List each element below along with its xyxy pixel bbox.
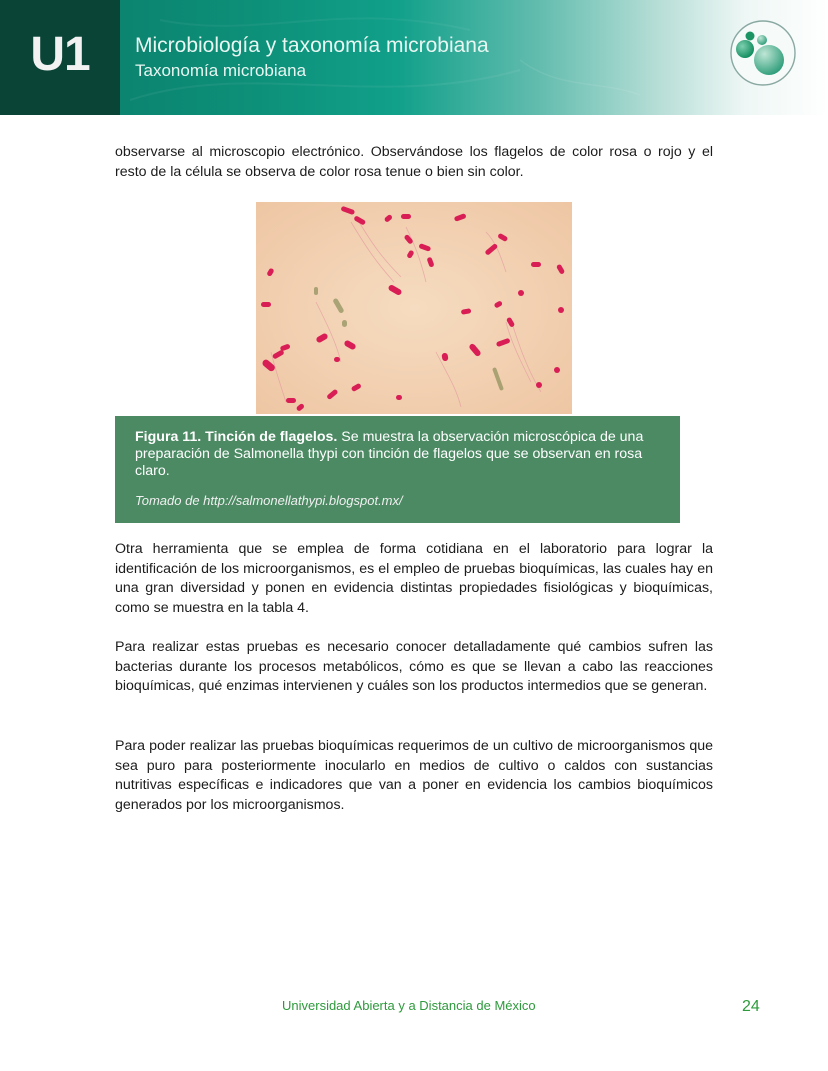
micrograph-image [256, 202, 572, 414]
figure-caption [115, 416, 680, 523]
paragraph-metabolic-processes: Para realizar estas pruebas es necesario conocer detalladamente qué cambios sufren las bacterias durante los procesos metabólicos, cómo es que se llevan a cabo las reacciones bioquímicas, qué enzimas intervienen y cuáles son los productos intermedios que se generan. [115, 639, 713, 695]
salmonella-micrograph [256, 202, 572, 414]
caption-description: Se muestra la observación microscópica de una preparación de Salmonella thypi con tinción de flagelos que se observan en rosa claro. [135, 429, 644, 479]
unit-badge [0, 0, 120, 115]
caption-title: Figura 11. Tinción de flagelos. [135, 429, 338, 445]
footer-institution: Universidad Abierta y a Distancia de México [282, 998, 536, 1013]
caption-text [135, 429, 660, 480]
paragraph-biochemical-tests: Otra herramienta que se emplea de forma cotidiana en el laboratorio para lograr la identificación de los microorganismos, es el empleo de pruebas bioquímicas, las cuales hay en una gran diversidad y ponen en evidencia distintas propiedades fisiológicas y bioquímicas, como se muestra en la tabla 4. [115, 541, 713, 616]
molecule-circle-icon [728, 18, 798, 88]
intro-paragraph: observarse al microscopio electrónico. Observándose los flagelos de color rosa o rojo y el resto de la célula se observa de color rosa tenue o bien sin color. [115, 144, 713, 180]
page-number: 24 [742, 998, 760, 1015]
unit-label: U1 [30, 28, 90, 81]
caption-source: Tomado de http://salmonellathypi.blogspot.mx/ [135, 493, 403, 508]
course-title: Microbiología y taxonomía microbiana [135, 34, 489, 57]
section-subtitle: Taxonomía microbiana [135, 61, 307, 80]
page-header [0, 0, 828, 115]
paragraph-pure-culture: Para poder realizar las pruebas bioquímicas requerimos de un cultivo de microorganismos que sea puro para posteriormente inocularlo en medios de cultivo o caldos con sustancias nutritivas específicas e indicadores que van a poner en evidencia los cambios bioquímicos generados por los microorganismos. [115, 738, 713, 813]
header-titles [135, 33, 489, 82]
